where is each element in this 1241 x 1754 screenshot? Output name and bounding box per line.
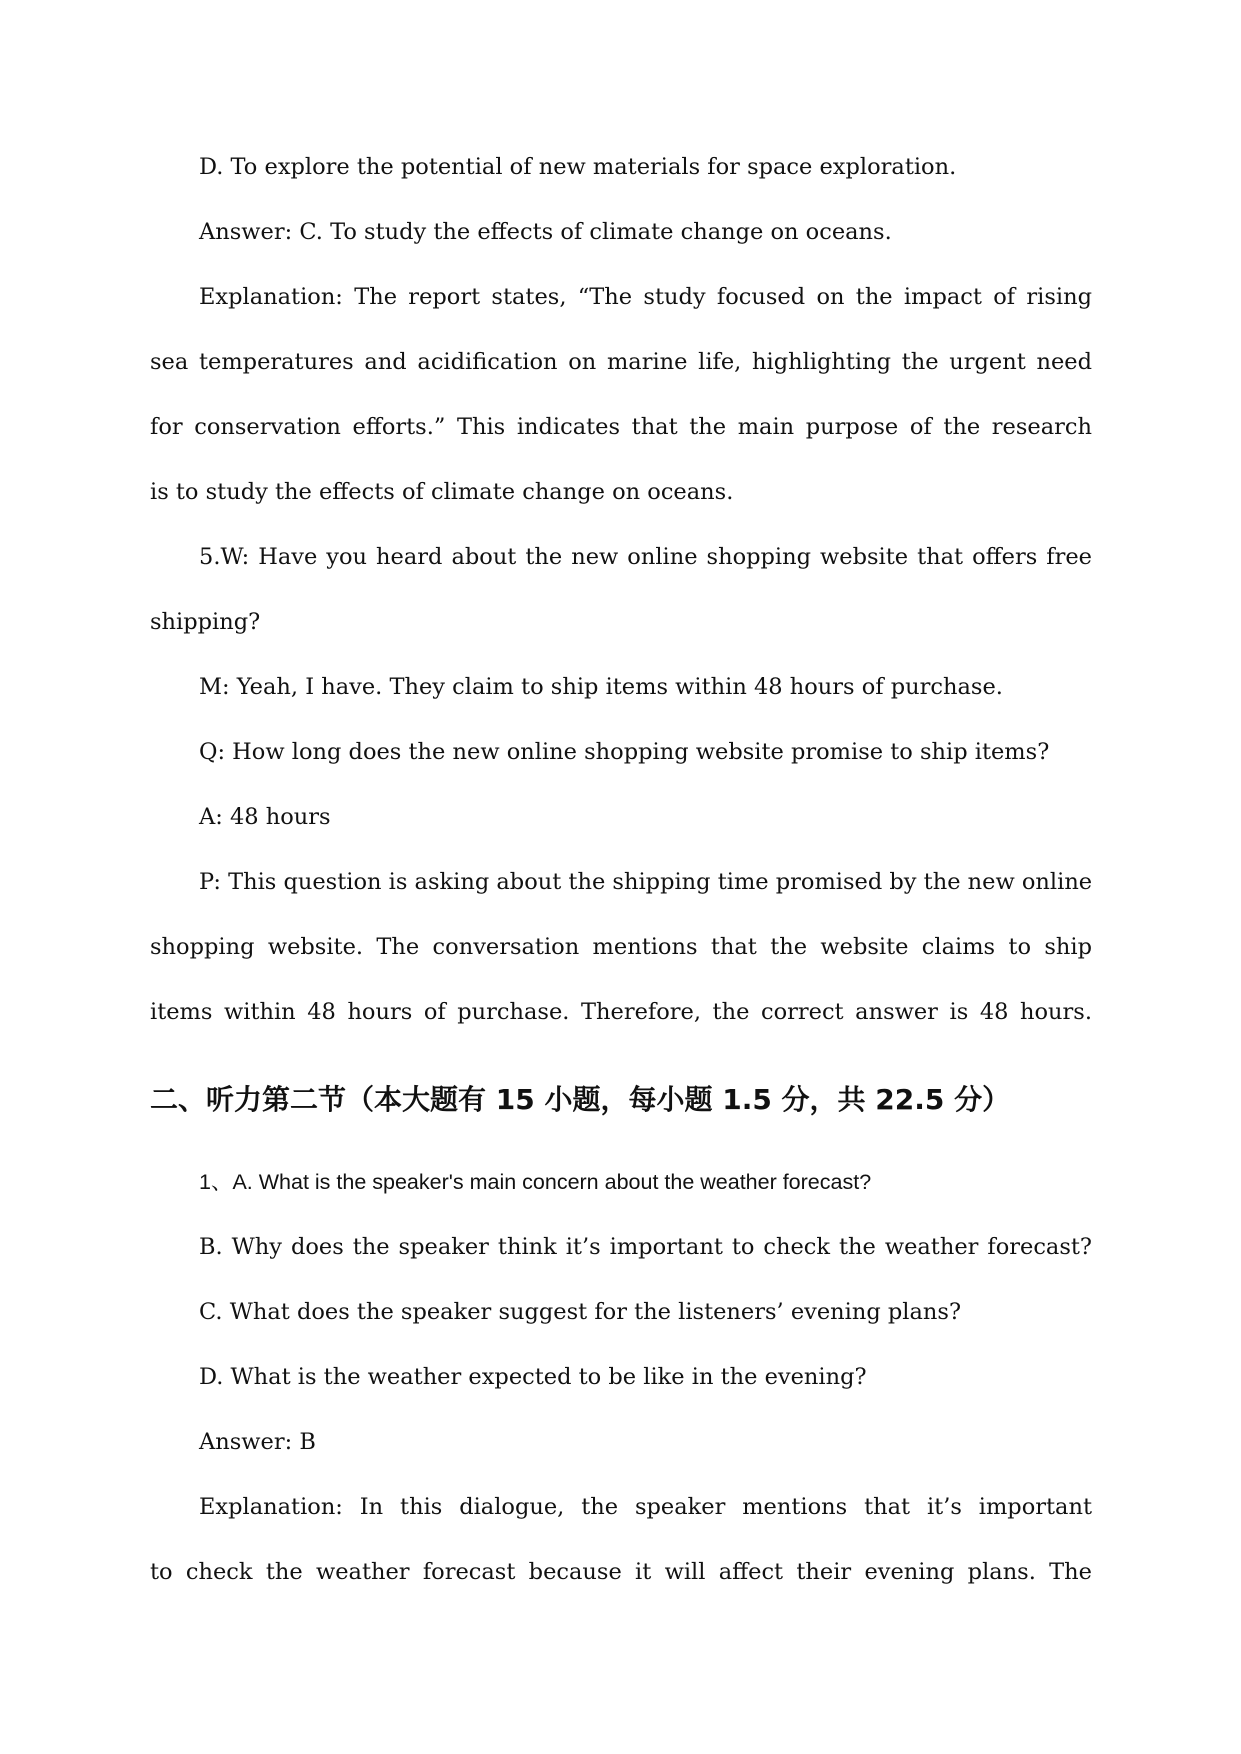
q5-explanation-line: P: This question is asking about the shipping time promised by the new online (199, 869, 1093, 895)
q4-answer: Answer: C. To study the effects of climate change on oceans. (199, 219, 892, 245)
section-heading: 二、听力第二节（本大题有 15 小题，每小题 1.5 分，共 22.5 分） (150, 1083, 1011, 1116)
q4-explanation-line: sea temperatures and acidification on marine life, highlighting the urgent need (150, 349, 1092, 375)
q1-explanation-line: to check the weather forecast because it will affect their evening plans. The (150, 1559, 1092, 1585)
q1-explanation-line: Explanation: In this dialogue, the speaker mentions that it’s important (199, 1494, 1092, 1520)
q1-option-a: 1、A. What is the speaker's main concern about the weather forecast? (199, 1170, 872, 1194)
q5-question: Q: How long does the new online shopping website promise to ship items? (199, 739, 1050, 765)
q1-option-b: B. Why does the speaker think it’s important to check the weather forecast? (199, 1234, 1092, 1260)
q5-woman-line: shipping? (150, 609, 261, 635)
q4-explanation-line: is to study the effects of climate change on oceans. (150, 479, 734, 505)
q4-explanation-line: for conservation efforts.” This indicates that the main purpose of the research (150, 414, 1092, 440)
q5-answer: A: 48 hours (199, 804, 331, 830)
q1-option-d: D. What is the weather expected to be like in the evening? (199, 1364, 867, 1390)
q5-explanation-line: items within 48 hours of purchase. Therefore, the correct answer is 48 hours. (150, 999, 1092, 1025)
q4-explanation-line: Explanation: The report states, “The study focused on the impact of rising (199, 284, 1092, 310)
q4-option-d: D. To explore the potential of new materials for space exploration. (199, 154, 957, 180)
q5-explanation-line: shopping website. The conversation mentions that the website claims to ship (150, 934, 1092, 960)
q5-man-line: M: Yeah, I have. They claim to ship items within 48 hours of purchase. (199, 674, 1003, 700)
q5-woman-line: 5.W: Have you heard about the new online shopping website that offers free (199, 544, 1092, 570)
q1-answer: Answer: B (199, 1429, 316, 1455)
q1-option-c: C. What does the speaker suggest for the listeners’ evening plans? (199, 1299, 962, 1325)
